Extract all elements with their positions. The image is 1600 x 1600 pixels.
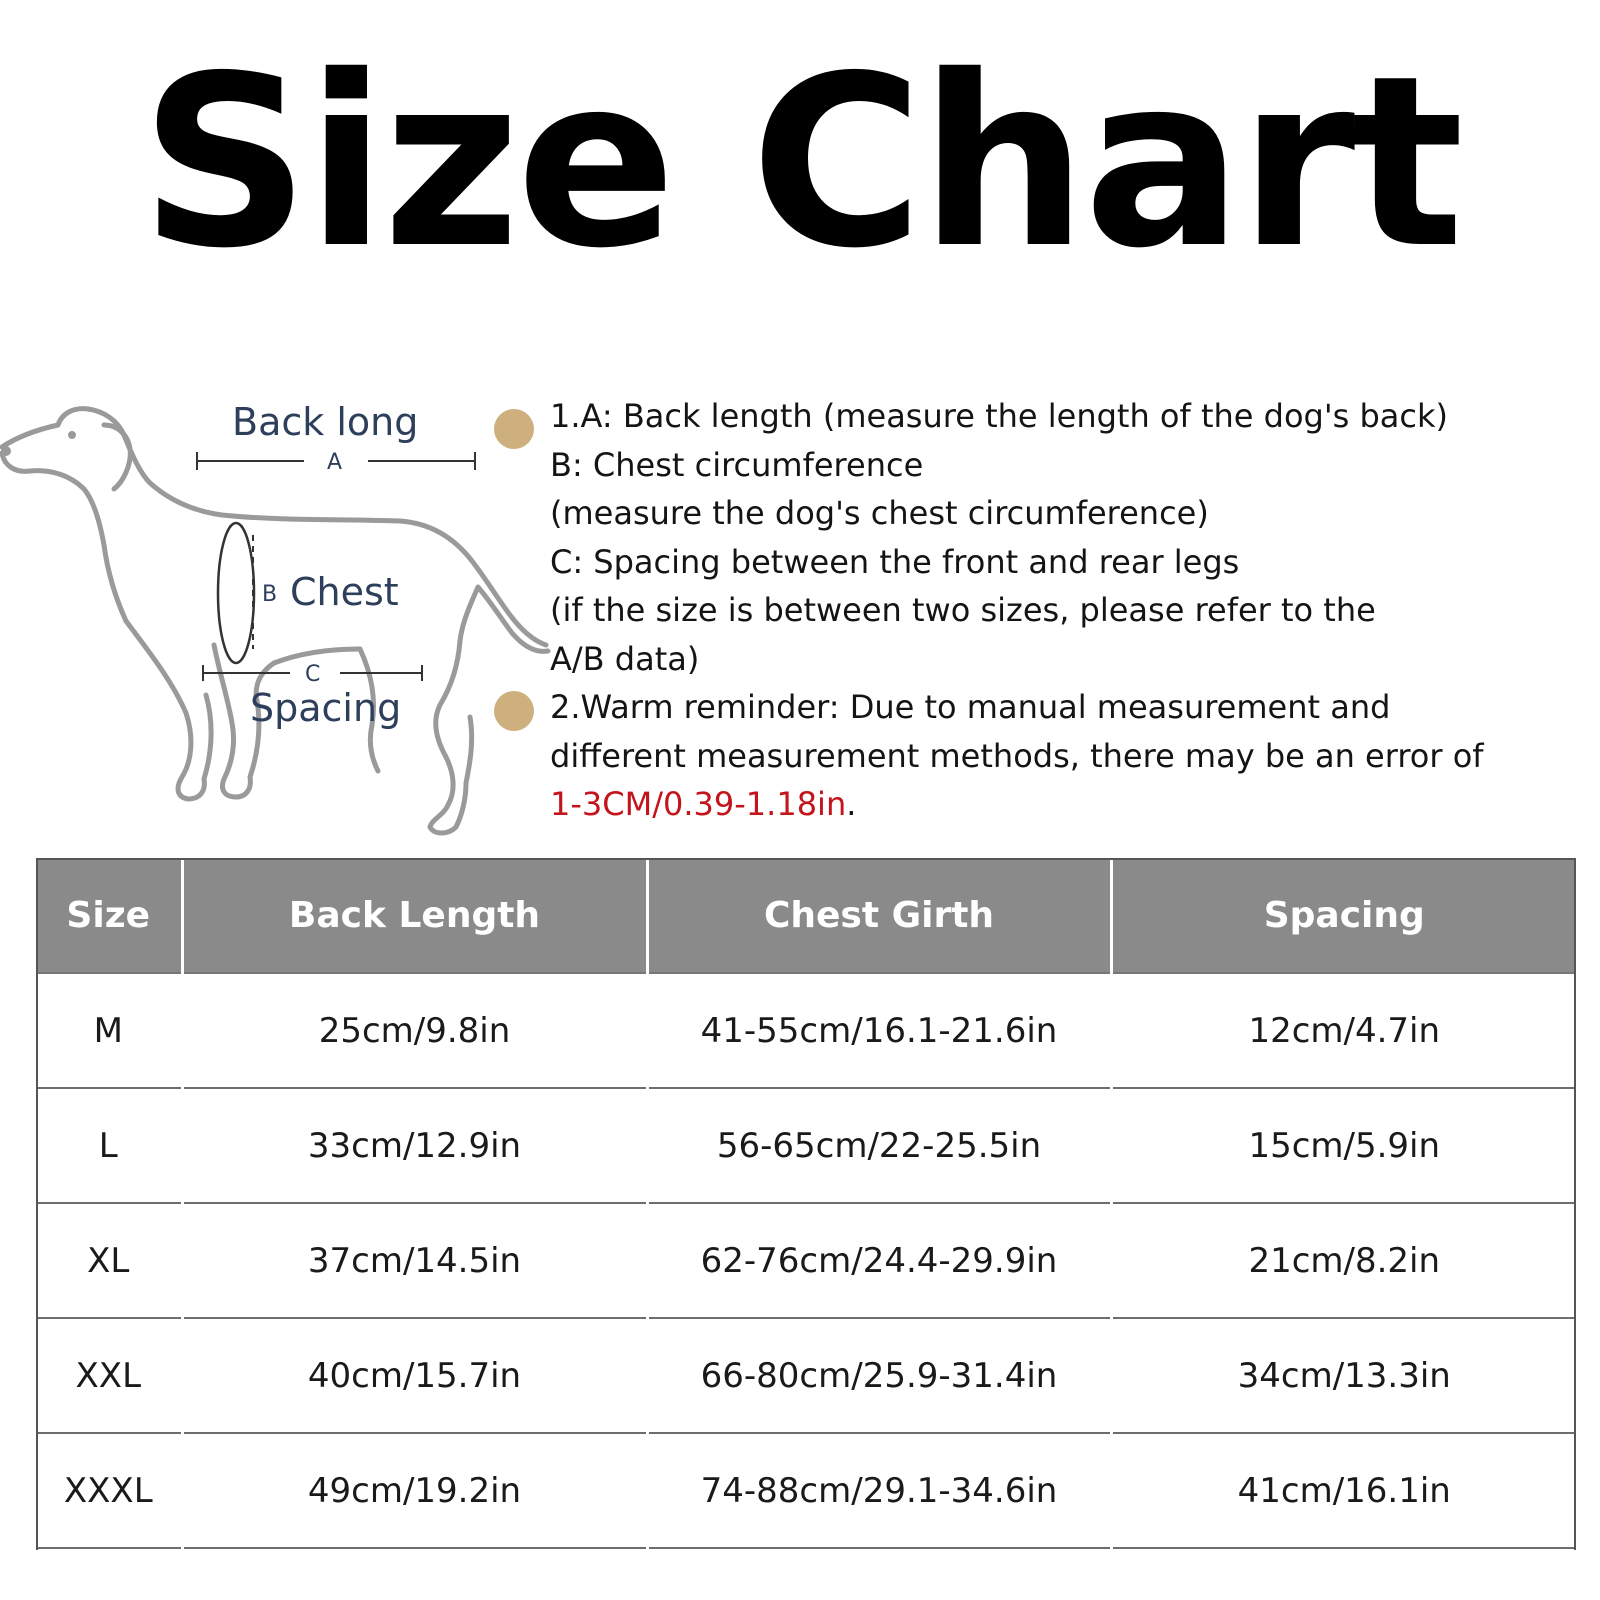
cell-size: XXL (36, 1318, 182, 1433)
header-chest-girth: Chest Girth (647, 858, 1111, 973)
note-line: (if the size is between two sizes, please refer to the (550, 591, 1376, 629)
note-line: (measure the dog's chest circumference) (550, 494, 1209, 532)
chest-circumference-marker (218, 523, 254, 663)
note-line (550, 780, 1580, 829)
header-size: Size (36, 858, 182, 973)
cell-size: XL (36, 1203, 182, 1318)
error-range-text: 1-3CM/0.39-1.18in (550, 785, 847, 823)
note-line: A/B data) (550, 639, 700, 678)
marker-b-label: B (262, 582, 278, 607)
cell-chest-girth: 41-55cm/16.1-21.6in (647, 973, 1111, 1088)
size-table (36, 858, 1576, 1549)
cell-back-length: 40cm/15.7in (182, 1318, 647, 1433)
table-header-row (36, 858, 1576, 973)
marker-a-label: A (327, 450, 343, 475)
cell-chest-girth: 66-80cm/25.9-31.4in (647, 1318, 1111, 1433)
note-line: 2.Warm reminder: Due to manual measurement and (550, 688, 1391, 726)
cell-back-length: 49cm/19.2in (182, 1433, 647, 1548)
table-row (36, 1318, 1576, 1433)
cell-back-length: 33cm/12.9in (182, 1088, 647, 1203)
table-row (36, 1433, 1576, 1548)
marker-c-label: C (305, 662, 321, 687)
bullet-dot (494, 691, 534, 731)
measurement-instructions (550, 392, 1580, 683)
table-row (36, 973, 1576, 1088)
cell-spacing: 41cm/16.1in (1111, 1433, 1576, 1548)
cell-back-length: 25cm/9.8in (182, 973, 647, 1088)
page-title: Size Chart (139, 25, 1461, 300)
note-line: 1.A: Back length (measure the length of the dog's back) (550, 397, 1448, 435)
note-line: C: Spacing between the front and rear legs (550, 542, 1240, 581)
header-back-length: Back Length (182, 858, 647, 973)
header-spacing: Spacing (1111, 858, 1576, 973)
table-row (36, 1203, 1576, 1318)
dog-outline (1, 409, 548, 833)
cell-spacing: 15cm/5.9in (1111, 1088, 1576, 1203)
cell-back-length: 37cm/14.5in (182, 1203, 647, 1318)
spacing-label: Spacing (250, 686, 402, 730)
note-tail: . (846, 785, 857, 823)
cell-size: L (36, 1088, 182, 1203)
back-long-label: Back long (232, 400, 419, 444)
cell-size: XXXL (36, 1433, 182, 1548)
cell-spacing: 21cm/8.2in (1111, 1203, 1576, 1318)
chest-label: Chest (290, 570, 399, 614)
table-row (36, 1088, 1576, 1203)
cell-spacing: 34cm/13.3in (1111, 1318, 1576, 1433)
cell-size: M (36, 973, 182, 1088)
cell-chest-girth: 62-76cm/24.4-29.9in (647, 1203, 1111, 1318)
note-line: different measurement methods, there may be an error of (550, 736, 1484, 775)
note-line: B: Chest circumference (550, 445, 924, 484)
cell-chest-girth: 74-88cm/29.1-34.6in (647, 1433, 1111, 1548)
warm-reminder (550, 683, 1580, 829)
cell-chest-girth: 56-65cm/22-25.5in (647, 1088, 1111, 1203)
dog-measurement-diagram (0, 395, 560, 855)
bullet-dot (494, 409, 534, 449)
cell-spacing: 12cm/4.7in (1111, 973, 1576, 1088)
